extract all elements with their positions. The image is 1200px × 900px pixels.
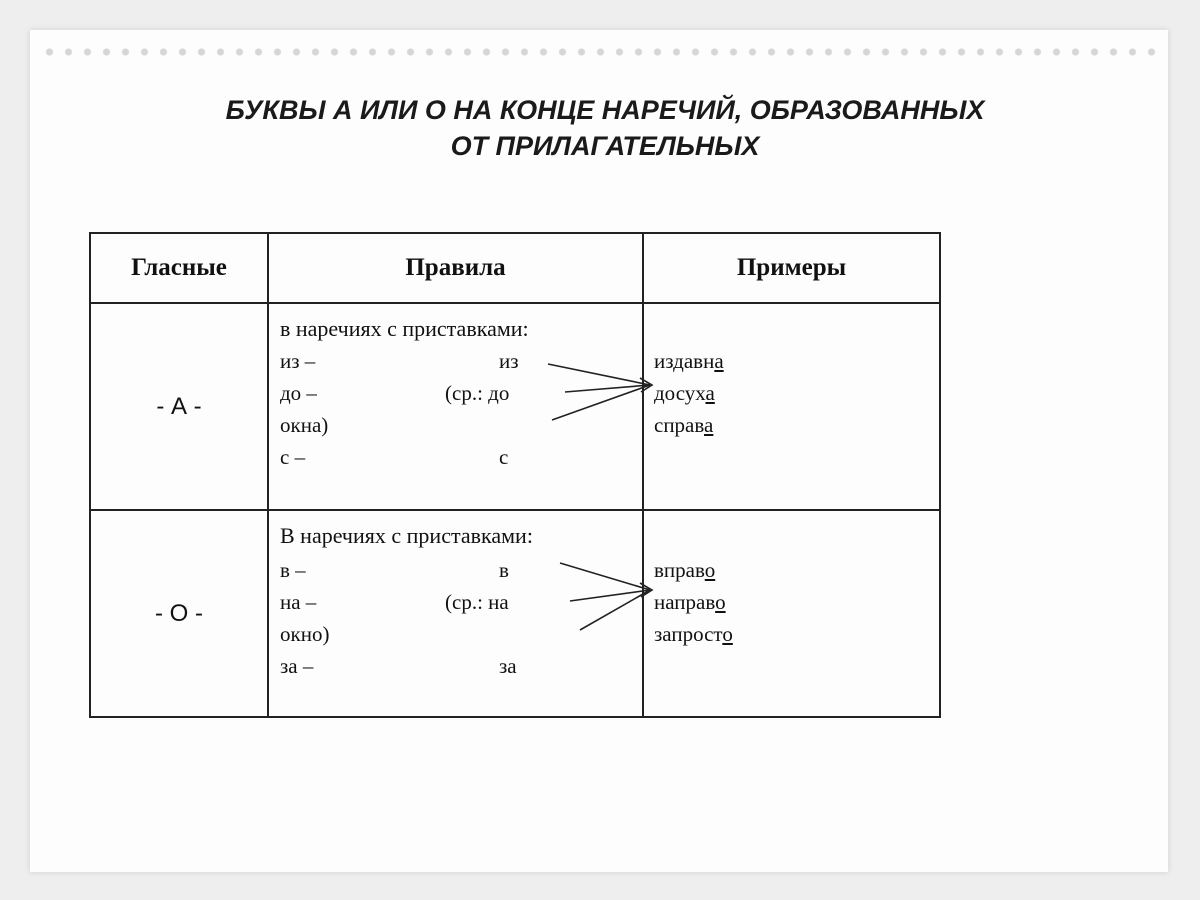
example-word (654, 381, 715, 406)
table-row (90, 303, 940, 510)
page-title (100, 92, 1110, 164)
example-stem: досух (654, 381, 706, 405)
rule-line-left: в – (280, 558, 306, 582)
examples-cell (643, 303, 940, 510)
rule-line-right: с (499, 445, 509, 469)
rule-line-left: за – (280, 654, 314, 678)
rule-line-left: с – (280, 445, 306, 469)
example-ending: а (705, 381, 715, 405)
example-word (654, 413, 713, 438)
rule-line-left: окно) (280, 622, 330, 646)
example-ending: а (714, 349, 724, 373)
examples-cell (643, 510, 940, 717)
rule-line-right: из (499, 349, 519, 373)
rule-heading: в наречиях с приставками: (280, 316, 529, 341)
rule-line-left: на – (280, 590, 317, 614)
example-stem: издавн (654, 349, 715, 373)
header-row (90, 233, 940, 303)
example-stem: направ (654, 590, 716, 614)
example-word (654, 558, 715, 583)
rule-line-right: (ср.: до (445, 381, 510, 405)
rule-cell (268, 303, 643, 510)
rule-line-left: до – (280, 381, 317, 405)
rule-heading: В наречиях с приставками: (280, 523, 533, 548)
example-ending: о (722, 622, 733, 646)
example-stem: вправ (654, 558, 705, 582)
example-word (654, 349, 724, 374)
header-rules: Правила (268, 233, 643, 303)
rule-line-left: из – (280, 349, 316, 373)
header-vowels: Гласные (90, 233, 268, 303)
rule-line-right: за (499, 654, 517, 678)
rule-line-right: (ср.: на (445, 590, 509, 614)
perforation-edge (40, 44, 1160, 60)
example-stem: запрост (654, 622, 723, 646)
vowel-cell-a: - А - (90, 303, 268, 510)
table-row (90, 510, 940, 717)
example-word (654, 622, 733, 647)
rules-table (89, 232, 941, 718)
example-stem: справ (654, 413, 705, 437)
header-examples: Примеры (643, 233, 940, 303)
title-line-2: ОТ ПРИЛАГАТЕЛЬНЫХ (450, 131, 760, 161)
rule-cell (268, 510, 643, 717)
rule-line-left: окна) (280, 413, 329, 437)
example-ending: о (704, 558, 716, 582)
title-line-1: БУКВЫ А ИЛИ О НА КОНЦЕ НАРЕЧИЙ, ОБРАЗОВАННЫХ (225, 95, 985, 125)
example-ending: а (704, 413, 714, 437)
rule-line-right: в (499, 558, 509, 582)
example-word (654, 590, 726, 615)
example-ending: о (715, 590, 726, 614)
vowel-cell-o: - О - (90, 510, 268, 717)
